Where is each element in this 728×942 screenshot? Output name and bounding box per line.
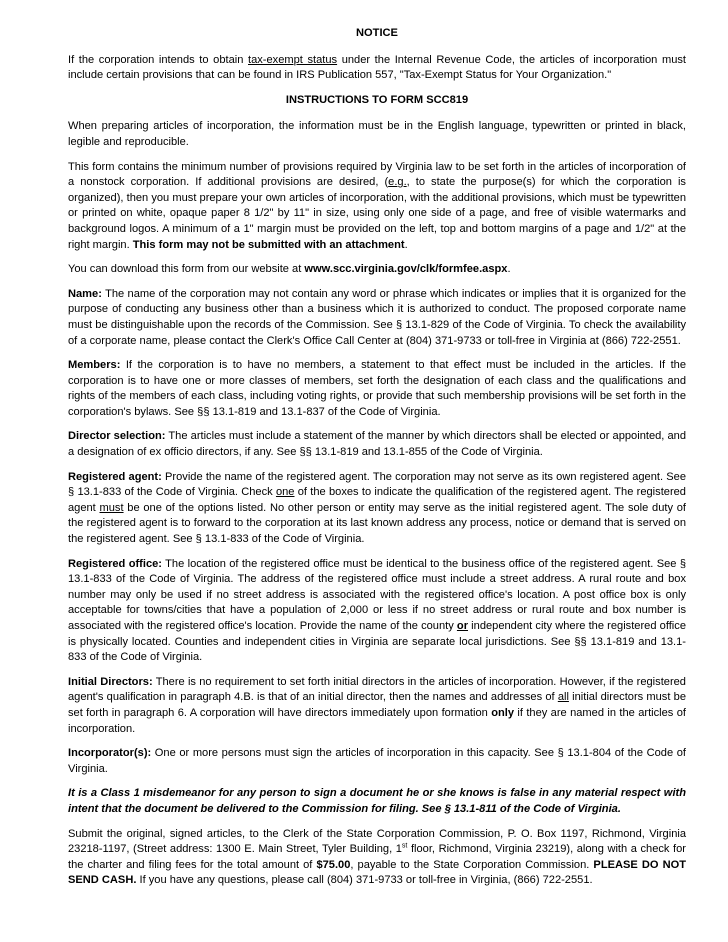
download-paragraph <box>68 262 686 278</box>
registered-agent-text-a: Provide the name of the registered agent. The corporation may not serve as its own registered agent. See § 13.1-833 of the Code of Virginia. Check <box>68 470 687 499</box>
initial-directors-text-c: if they are named in the articles of incorporation. <box>68 706 686 735</box>
members-section <box>68 358 686 420</box>
instructions-paragraph-1: When preparing articles of incorporation, the information must be in the English language, typewritten or printed in black, legible and reproducible. <box>68 120 686 148</box>
registered-agent-text-c: be one of the options listed. No other person or entity may serve as the initial registered agent. The sole duty of the registered agent is to forward to the corporation at its last known address any process, notice or demand that is served on the registered agent. See § 13.1-833 of the Code of Virginia. <box>68 501 686 546</box>
name-label: Name: <box>68 287 102 300</box>
submission-text-c: , payable to the State Corporation Commission. <box>350 858 594 871</box>
tax-exempt-status-link[interactable]: tax-exempt status <box>248 53 338 66</box>
notice-paragraph <box>68 53 686 84</box>
fee-amount: $75.00 <box>316 858 351 871</box>
only-emphasis: only <box>491 706 515 719</box>
website-link[interactable]: www.scc.virginia.gov/clk/formfee.aspx <box>304 263 508 276</box>
initial-directors-text-b: initial directors must be set forth in paragraph 6. A corporation will have directors immediately upon formation <box>68 691 687 719</box>
registered-agent-text-b: of the boxes to indicate the qualification of the registered agent. The registered agent <box>68 486 686 514</box>
registered-office-text-b: independent city where the registered office is physically located. Counties and independent cities in Virginia are separate local jurisdictions. See §§ 13.1-819 and 13.1-833 of the Code of Virginia. <box>68 620 686 664</box>
must-emphasis: must <box>99 501 124 514</box>
initial-directors-section <box>68 675 686 737</box>
name-text: The name of the corporation may not contain any word or phrase which indicates or implies that it is organized for the purpose of conducting any business other than a business which it is authorized to conduct. The proposed corporate name must be distinguishable upon the records of the Commission. See § 13.1-829 of the Code of Virginia. To check the availability of a corporate name, please contact the Clerk's Office Call Center at (804) 371-9733 or toll-free in Virginia at (866) 722-2551. <box>68 287 686 347</box>
instructions-p2-end: . <box>404 238 408 251</box>
one-emphasis: one <box>275 486 295 499</box>
misdemeanor-warning: It is a Class 1 misdemeanor for any person to sign a document he or she knows is false in any material respect with intent that the document be delivered to the Commission for filing. See § 13.1-811 of the Code of Virginia. <box>68 787 686 815</box>
director-selection-text: The articles must include a statement of the manner by which directors shall be elected or appointed, and a designation of ex officio directors, if any. See §§ 13.1-819 and 13.1-855 of the Code of Virginia. <box>68 430 687 459</box>
submission-text-a: Submit the original, signed articles, to the Clerk of the State Corporation Commission, P. O. Box 1197, Richmond, Virginia 23218-1197, (Street address: 1300 E. Main Street, Tyler Building, 1 <box>68 827 686 856</box>
registered-office-label: Registered office: <box>68 557 162 570</box>
registered-agent-section <box>68 470 686 548</box>
incorporators-text: One or more persons must sign the articles of incorporation in this capacity. See § 13.1-804 of the Code of Virginia. <box>68 747 686 775</box>
members-text: If the corporation is to have no members, a statement to that effect must be included in the articles. If the corporation is to have one or more classes of members, set forth the designation of each class and the qualifications and rights of the members of each class, including voting rights, or provide that such membership provisions will be set forth in the corporation's bylaws. See §§ 13.1-819 and 13.1-837 of the Code of Virginia. <box>68 359 686 418</box>
no-attachment-notice: This form may not be submitted with an attachment <box>132 238 405 251</box>
registered-office-section <box>68 557 686 666</box>
no-cash-notice: PLEASE DO NOT SEND CASH. <box>68 858 686 887</box>
name-section <box>68 287 686 349</box>
eg-text: e.g. <box>388 176 407 189</box>
or-emphasis: or <box>456 620 469 632</box>
incorporators-label: Incorporator(s): <box>68 747 152 760</box>
initial-directors-text-a: There is no requirement to set forth initial directors in the articles of incorporation. However, if the registered agent's qualification in paragraph 4.B. is that of an initial director, then the names and addresses of <box>68 675 686 704</box>
submission-text-b: floor, Richmond, Virginia 23219), along with a check for the charter and filing fees for the total amount of <box>68 843 686 871</box>
notice-text-rest: under the Internal Revenue Code, the articles of incorporation must include certain provisions that can be found in IRS Publication 557, "Tax-Exempt Status for Your Organization." <box>68 53 686 82</box>
initial-directors-label: Initial Directors: <box>68 675 153 688</box>
download-end: . <box>507 263 511 276</box>
members-label: Members: <box>68 359 121 372</box>
download-text: You can download this form from our website at <box>68 263 305 276</box>
submission-text-d: If you have any questions, please call (804) 371-9733 or toll-free in Virginia, (866) 722-2551. <box>136 874 593 887</box>
notice-title: NOTICE <box>356 27 398 39</box>
submission-paragraph <box>68 827 686 889</box>
instructions-p2-text: This form contains the minimum number of provisions required by Virginia law to be set forth in the articles of incorporation of a nonstock corporation. If additional provisions are desired, ( <box>68 160 686 189</box>
instructions-title: INSTRUCTIONS TO FORM SCC819 <box>285 93 469 106</box>
incorporators-section <box>68 746 686 777</box>
registered-agent-label: Registered agent: <box>68 470 162 483</box>
registered-office-text-a: The location of the registered office must be identical to the business office of the registered agent. See § 13.1-833 of the Code of Virginia. The address of the registered office must include a street address. A rural route and box number may only be used if no street address is associated with the registered office's location. A post office box is only acceptable for towns/cities that have a population of 2,000 or less if no street address or rural route and box number is associated with the registered office's location. Provide the name of the county <box>68 557 686 632</box>
notice-text: If the corporation intends to obtain <box>68 53 248 66</box>
all-emphasis: all <box>557 691 569 704</box>
ordinal-superscript: st <box>401 842 408 850</box>
director-selection-section <box>68 429 686 460</box>
instructions-p2-text-b: , to state the purpose(s) for which the corporation is organized), then you must prepare your own articles of incorporation, with the additional provisions, which must be typewritten or printed on white, opaque paper 8 1/2" by 11" in size, using only one side of a page, and free of visible watermarks and background logos. A minimum of a 1" margin must be provided on the left, top and bottom margins of a page and 1/2" at the right margin. <box>68 176 686 251</box>
director-selection-label: Director selection: <box>68 430 166 443</box>
instructions-paragraph-2 <box>68 160 686 254</box>
